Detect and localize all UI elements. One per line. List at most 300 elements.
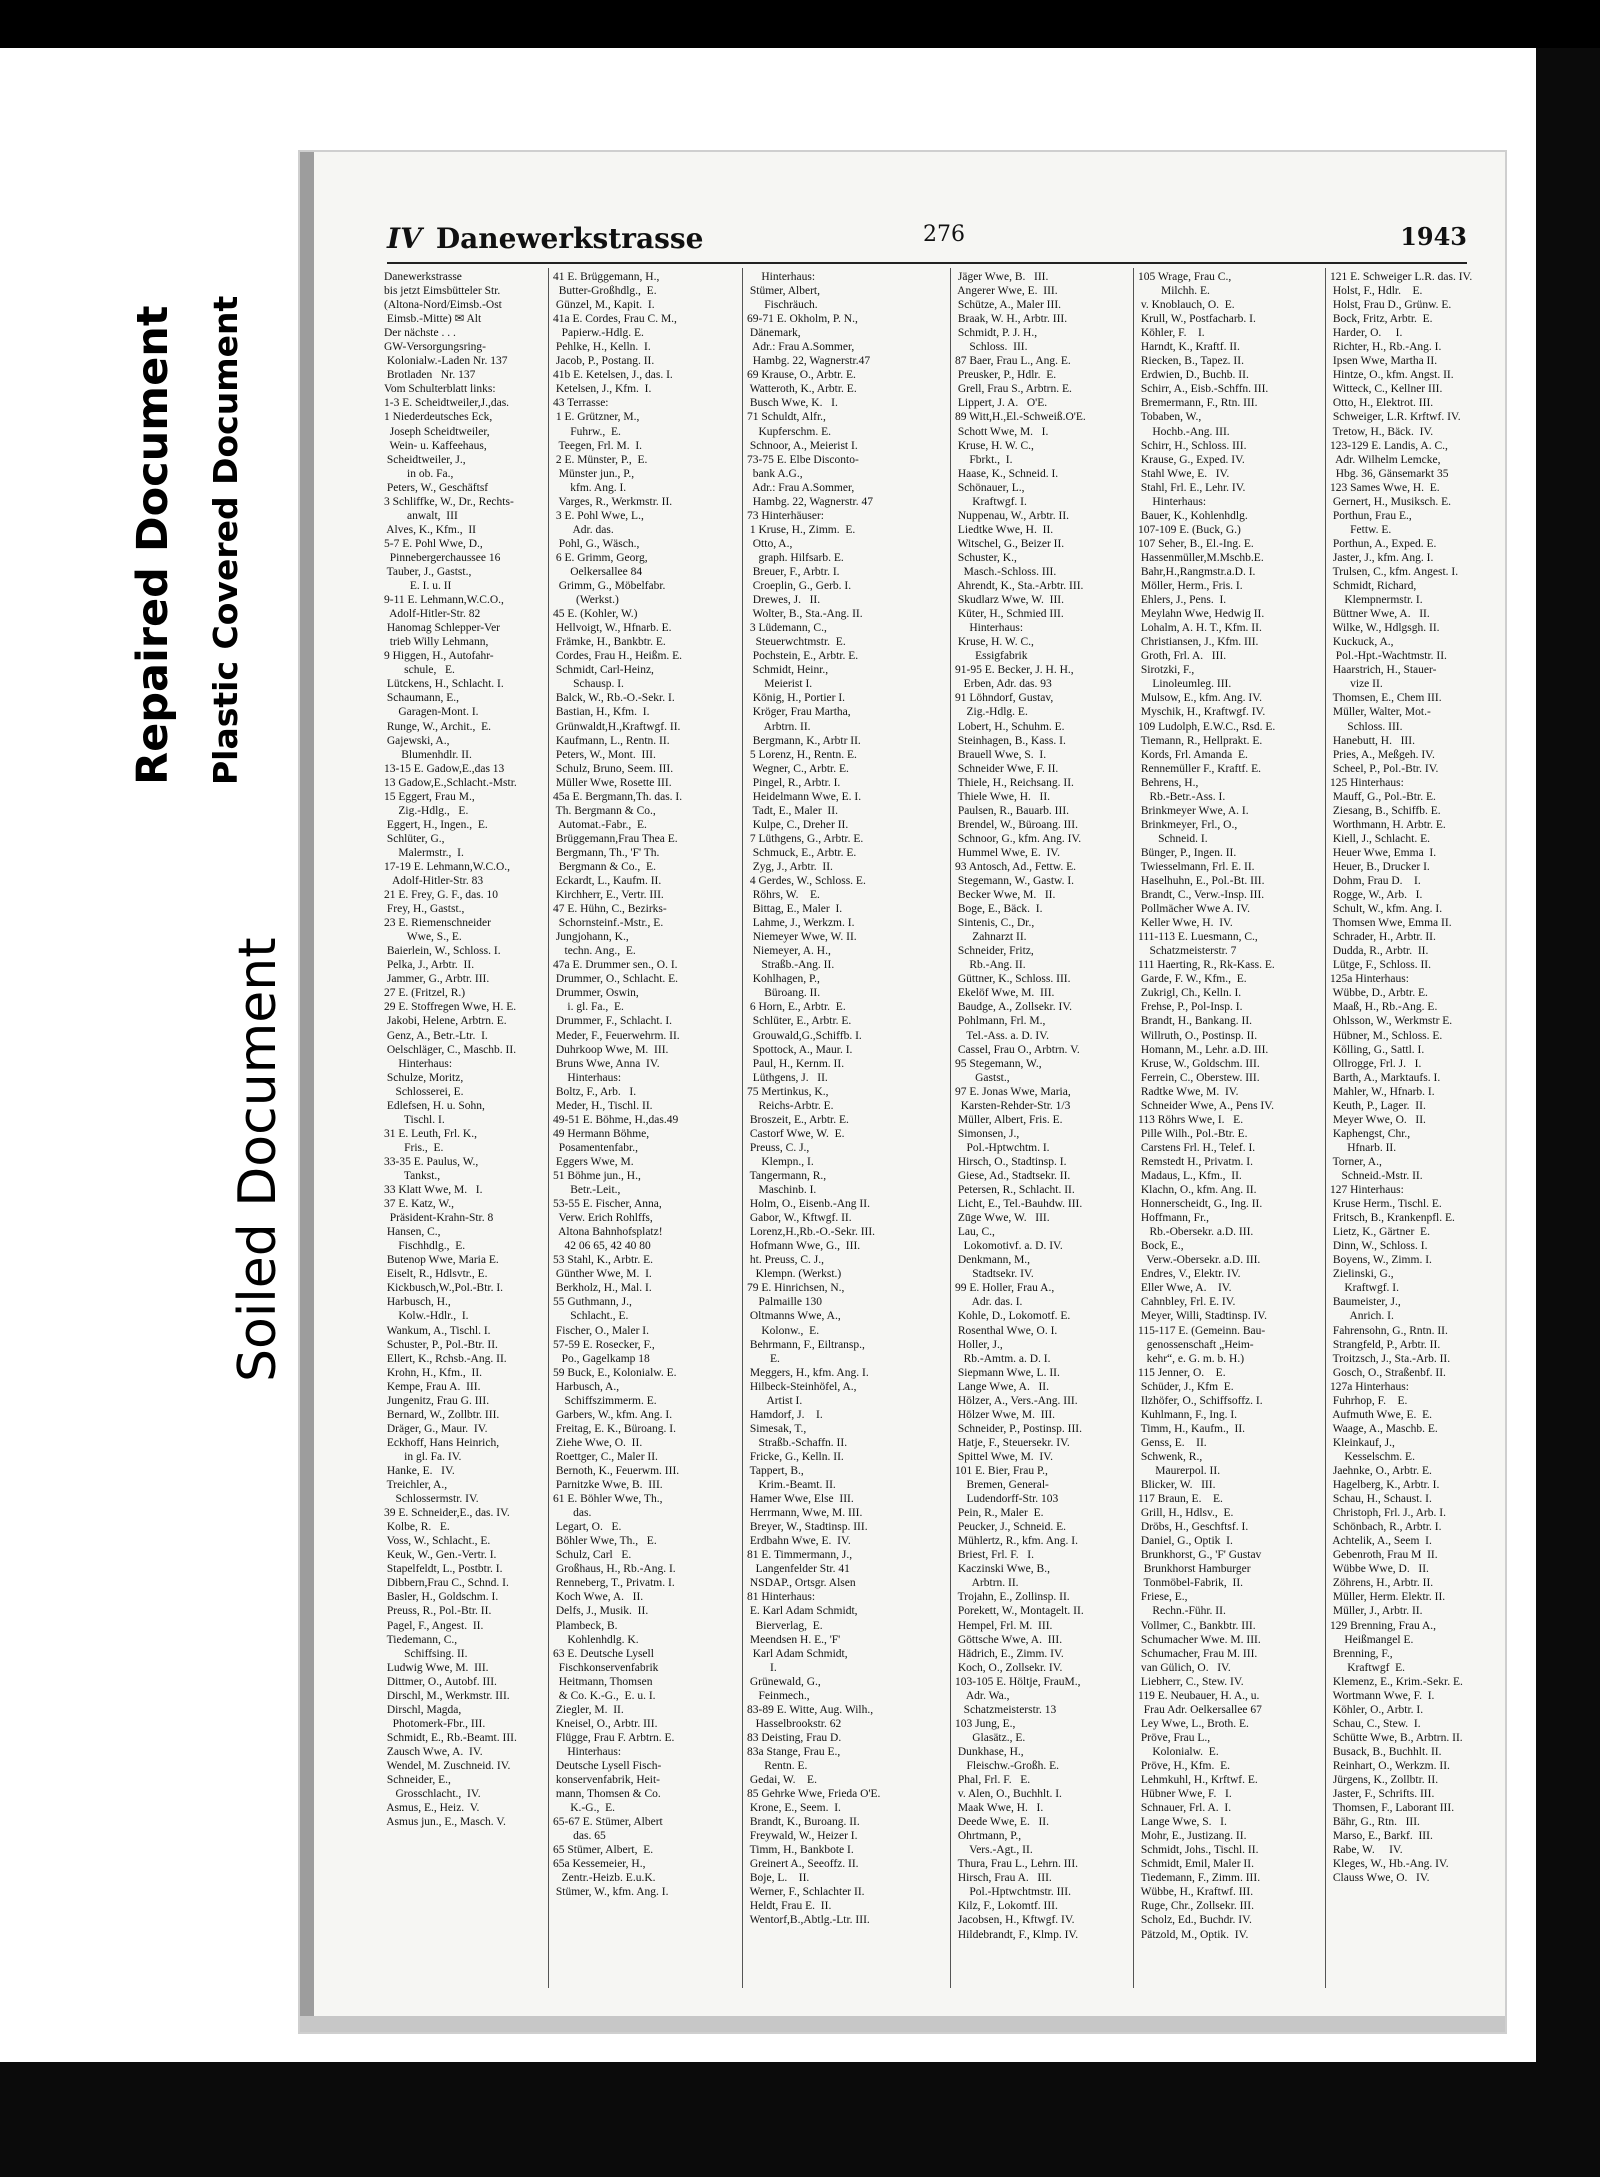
directory-entry-line: 7 Lüthgens, G., Arbtr. E. bbox=[747, 832, 864, 845]
directory-entry-line: Heißmangel E. bbox=[1330, 1633, 1414, 1646]
directory-entry-line: Holler, J., bbox=[955, 1338, 1003, 1351]
directory-entry-line: Müller Wwe, Rosette III. bbox=[553, 776, 672, 789]
directory-entry-line: Fettw. E. bbox=[1330, 523, 1392, 536]
directory-entry-line: Grell, Frau S., Arbtrn. E. bbox=[955, 383, 1072, 396]
directory-entry-line: Garde, F. W., Kfm., E. bbox=[1138, 973, 1247, 986]
directory-entry-line: 55 Guthmann, J., bbox=[553, 1296, 632, 1309]
directory-entry-line: 53-55 E. Fischer, Anna, bbox=[553, 1198, 662, 1211]
directory-entry-line: bank A.G., bbox=[747, 467, 803, 480]
directory-entry-line: Jakobi, Helene, Arbtrn. E. bbox=[384, 1015, 507, 1028]
directory-entry-line: Schrader, H., Arbtr. II. bbox=[1330, 931, 1436, 944]
directory-entry-line: Reichs-Arbtr. E. bbox=[747, 1099, 834, 1112]
directory-entry-line: 103 Jung, E., bbox=[955, 1717, 1016, 1730]
directory-entry-line: Jaehnke, O., Arbtr. E. bbox=[1330, 1464, 1432, 1477]
directory-entry-line: Schmidt, Carl-Heinz, bbox=[553, 664, 654, 677]
directory-entry-line: schule, E. bbox=[384, 664, 455, 677]
directory-entry-line: Klachn, O., kfm. Ang. II. bbox=[1138, 1184, 1257, 1197]
directory-entry-line: Ehlers, J., Pens. I. bbox=[1138, 594, 1227, 607]
directory-entry-line: Rentn. E. bbox=[747, 1759, 808, 1772]
directory-entry-line: Tischl. I. bbox=[384, 1113, 445, 1126]
directory-entry-line: Groth, Frl. A. III. bbox=[1138, 650, 1227, 663]
directory-entry-line: Hempel, Frl. M. III. bbox=[955, 1619, 1053, 1632]
directory-entry-line: ht. Preuss, C. J., bbox=[747, 1254, 824, 1267]
directory-entry-line: Thiele, H., Reichsang. II. bbox=[955, 776, 1074, 789]
directory-entry-line: Kiell, J., Schlacht. E. bbox=[1330, 832, 1430, 845]
directory-entry-line: Kraftwgf E. bbox=[1330, 1661, 1406, 1674]
directory-entry-line: Krim.-Beamt. II. bbox=[747, 1479, 836, 1492]
column-divider bbox=[1133, 268, 1134, 1988]
directory-entry-line: Schirr, A., Eisb.-Schffn. III. bbox=[1138, 383, 1269, 396]
directory-entry-line: Watteroth, K., Arbtr. E. bbox=[747, 383, 857, 396]
directory-entry-line: 127 Hinterhaus: bbox=[1330, 1184, 1404, 1197]
directory-entry-line: Wendel, M. Zuschneid. IV. bbox=[384, 1759, 511, 1772]
directory-entry-line: Witteck, C., Kellner III. bbox=[1330, 383, 1443, 396]
directory-entry-line: Genz, A., Betr.-Ltr. I. bbox=[384, 1029, 488, 1042]
directory-entry-line: Jürgens, K., Zollbtr. II. bbox=[1330, 1774, 1439, 1787]
directory-entry-line: Klemenz, E., Krim.-Sekr. E. bbox=[1330, 1675, 1463, 1688]
directory-entry-line: Drummer, F., Schlacht. I. bbox=[553, 1015, 673, 1028]
directory-entry-line: 6 E. Grimm, Georg, bbox=[553, 551, 648, 564]
directory-entry-line: Boje, L. II. bbox=[747, 1872, 810, 1885]
street-title: Danewerkstrasse bbox=[435, 222, 704, 255]
directory-entry-line: Arbtrn. II. bbox=[747, 720, 811, 733]
directory-entry-line: König, H., Portier I. bbox=[747, 692, 846, 705]
directory-entry-line: Marso, E., Barkf. III. bbox=[1330, 1830, 1433, 1843]
directory-entry-line: Wübbe, H., Kraftwf. III. bbox=[1138, 1886, 1254, 1899]
directory-entry-line: Dohm, Frau D. I. bbox=[1330, 875, 1421, 888]
directory-entry-line: 101 E. Bier, Frau P., bbox=[955, 1464, 1048, 1477]
directory-entry-line: 63 E. Deutsche Lysell bbox=[553, 1647, 654, 1660]
directory-entry-line: Wortmann Wwe, F. I. bbox=[1330, 1689, 1435, 1702]
directory-entry-line: Ludendorff-Str. 103 bbox=[955, 1493, 1059, 1506]
directory-entry-line: 6 Horn, E., Arbtr. E. bbox=[747, 1001, 846, 1014]
directory-entry-line: Stegemann, W., Gastw. I. bbox=[955, 875, 1075, 888]
directory-entry-line: Werner, F., Schlachter II. bbox=[747, 1886, 865, 1899]
directory-entry-line: Langenfelder Str. 41 bbox=[747, 1563, 850, 1576]
directory-entry-line: 91-95 E. Becker, J. H. H., bbox=[955, 664, 1074, 677]
directory-entry-line: 51 Böhme jun., H., bbox=[553, 1170, 641, 1182]
directory-entry-line: Zukrigl, Ch., Kelln. I. bbox=[1138, 987, 1242, 1000]
directory-entry-line: Holst, Frau D., Grünw. E. bbox=[1330, 299, 1452, 312]
directory-entry-line: Koch, O., Zollsekr. IV. bbox=[955, 1661, 1063, 1674]
directory-entry-line: 17-19 E. Lehmann,W.C.O., bbox=[384, 860, 511, 873]
directory-entry-line: Lohalm, A. H. T., Kfm. II. bbox=[1138, 622, 1262, 635]
directory-entry-line: Meggers, H., kfm. Ang. I. bbox=[747, 1366, 869, 1379]
directory-entry-line: Waage, A., Maschb. E. bbox=[1330, 1422, 1438, 1435]
directory-entry-line: Brendel, W., Büroang. III. bbox=[955, 818, 1078, 831]
directory-entry-line: Brenning, F., bbox=[1330, 1647, 1393, 1660]
directory-entry-line: 43 Terrasse: bbox=[553, 397, 609, 410]
directory-entry-line: Tiedemann, F., Zimm. III. bbox=[1138, 1872, 1261, 1885]
directory-entry-line: 119 E. Neubauer, H. A., u. bbox=[1138, 1689, 1260, 1702]
directory-entry-line: Schatzmeisterstr. 13 bbox=[955, 1703, 1057, 1716]
directory-entry-line: Pol.-Hptwchtm. I. bbox=[955, 1141, 1050, 1154]
directory-entry-line: Wentorf,B.,Abtlg.-Ltr. III. bbox=[747, 1914, 870, 1927]
directory-entry-line: Briest, Frl. F. I. bbox=[955, 1549, 1034, 1562]
directory-entry-line: Hinterhaus: bbox=[955, 622, 1024, 635]
stamp-repaired-document: Repaired Document bbox=[128, 305, 178, 785]
directory-entry-line: Büttner Wwe, A. II. bbox=[1330, 608, 1430, 621]
directory-entry-line: Schau, C., Stew. I. bbox=[1330, 1717, 1421, 1730]
directory-entry-line: Klempn., I. bbox=[747, 1155, 814, 1168]
directory-entry-line: 45a E. Bergmann,Th. das. I. bbox=[553, 790, 683, 803]
directory-column-6 bbox=[1330, 270, 1505, 1885]
directory-entry-line: 41a E. Cordes, Frau C. M., bbox=[553, 313, 677, 326]
directory-entry-line: Tel.-Ass. a. D. IV. bbox=[955, 1029, 1049, 1042]
directory-entry-line: Ley Wwe, L., Broth. E. bbox=[1138, 1717, 1249, 1730]
directory-entry-line: Malermstr., I. bbox=[384, 846, 464, 859]
directory-entry-line: Hanebutt, H. III. bbox=[1330, 734, 1415, 747]
directory-entry-line: Porthun, Frau E., bbox=[1330, 509, 1412, 522]
directory-entry-line: Kolonw., E. bbox=[747, 1324, 820, 1337]
directory-entry-line: Tankst., bbox=[384, 1170, 441, 1182]
directory-entry-line: 3 E. Pohl Wwe, L., bbox=[553, 509, 644, 522]
directory-entry-line: Lütge, F., Schloss. II. bbox=[1330, 959, 1431, 972]
directory-entry-line: Schlacht., E. bbox=[553, 1310, 629, 1323]
directory-entry-line: Thomsen, F., Laborant III. bbox=[1330, 1802, 1455, 1815]
directory-entry-line: Hinterhaus: bbox=[1138, 495, 1207, 508]
directory-entry-line: Heitmann, Thomsen bbox=[553, 1675, 653, 1688]
directory-entry-line: 71 Schuldt, Alfr., bbox=[747, 411, 826, 424]
directory-entry-line: Danewerkstrasse bbox=[384, 271, 462, 283]
directory-entry-line: Wolter, B., Sta.-Ang. II. bbox=[747, 608, 863, 621]
column-divider bbox=[1325, 268, 1326, 1988]
directory-entry-line: Behrmann, F., Eiltransp., bbox=[747, 1338, 865, 1351]
directory-entry-line: Spottock, A., Maur. I. bbox=[747, 1043, 853, 1056]
directory-entry-line: Barth, A., Marktaufs. I. bbox=[1330, 1071, 1441, 1084]
directory-entry-line: Brandt, C., Verw.-Insp. III. bbox=[1138, 889, 1265, 902]
directory-entry-line: Trulsen, C., kfm. Angest. I. bbox=[1330, 565, 1459, 578]
page-header bbox=[387, 222, 1467, 262]
directory-entry-line: Müller, Albert, Fris. E. bbox=[955, 1113, 1063, 1126]
directory-entry-line: 1 E. Grützner, M., bbox=[553, 411, 640, 424]
directory-entry-line: Spittel Wwe, M. IV. bbox=[955, 1450, 1053, 1463]
directory-entry-line: Ipsen Wwe, Martha II. bbox=[1330, 355, 1438, 368]
directory-entry-line: Ferrein, C., Oberstew. III. bbox=[1138, 1071, 1260, 1084]
directory-entry-line: Hbg. 36, Gänsemarkt 35 bbox=[1330, 467, 1449, 480]
directory-entry-line: 115-117 E. (Gemeinn. Bau- bbox=[1138, 1324, 1266, 1337]
directory-entry-line: Cassel, Frau O., Arbtrn. V. bbox=[955, 1043, 1080, 1056]
directory-entry-line: Brunkhorst, G., 'F' Gustav bbox=[1138, 1549, 1262, 1562]
directory-entry-line: Schumacher, Frau M. III. bbox=[1138, 1647, 1258, 1660]
directory-entry-line: Präsident-Krahn-Str. 8 bbox=[384, 1212, 494, 1225]
directory-entry-line: 111 Haerting, R., Rk-Kass. E. bbox=[1138, 959, 1275, 972]
directory-entry-line: Genss, E. II. bbox=[1138, 1436, 1207, 1449]
directory-entry-line: 61 E. Böhler Wwe, Th., bbox=[553, 1493, 663, 1506]
directory-entry-line: Kleges, W., Hb.-Ang. IV. bbox=[1330, 1858, 1449, 1871]
directory-entry-line: Wilke, W., Hdlgsgh. II. bbox=[1330, 622, 1440, 635]
directory-entry-line: Voss, W., Schlacht., E. bbox=[384, 1535, 491, 1548]
directory-entry-line: Pille Wilh., Pol.-Btr. E. bbox=[1138, 1127, 1248, 1140]
directory-entry-line: Richter, H., Rb.-Ang. I. bbox=[1330, 341, 1442, 354]
directory-entry-line: Peucker, J., Schneid. E. bbox=[955, 1521, 1067, 1534]
directory-entry-line: Eggers Wwe, M. bbox=[553, 1155, 634, 1168]
directory-entry-line: Haarstrich, H., Stauer- bbox=[1330, 664, 1437, 677]
directory-entry-line: Zig.-Hdlg., E. bbox=[384, 804, 469, 817]
directory-entry-line: Bock, E., bbox=[1138, 1240, 1184, 1253]
directory-entry-line: Hofmann Wwe, G., III. bbox=[747, 1240, 861, 1253]
directory-entry-line: 83-89 E. Witte, Aug. Wilh., bbox=[747, 1703, 874, 1716]
directory-entry-line: i. gl. Fa., E. bbox=[553, 1001, 624, 1014]
directory-entry-line: Böhler Wwe, Th., E. bbox=[553, 1535, 657, 1548]
directory-entry-line: Betr.-Leit., bbox=[553, 1184, 621, 1197]
directory-entry-line: Harbusch, A., bbox=[553, 1380, 620, 1393]
directory-entry-line: Palmaille 130 bbox=[747, 1296, 823, 1309]
directory-entry-line: Schmidt, Richard, bbox=[1330, 580, 1417, 593]
directory-entry-line: Twiesselmann, Frl. E. II. bbox=[1138, 860, 1255, 873]
directory-entry-line: Hintze, O., kfm. Angst. II. bbox=[1330, 369, 1454, 382]
directory-entry-line: Jammer, G., Arbtr. III. bbox=[384, 973, 490, 986]
directory-entry-line: Tiemann, R., Hellprakt. E. bbox=[1138, 734, 1263, 747]
directory-entry-line: Peters, W., Mont. III. bbox=[553, 748, 656, 761]
directory-entry-line: Frau Adr. Oelkersallee 67 bbox=[1138, 1703, 1262, 1716]
directory-entry-line: Bauer, K., Kohlenhdlg. bbox=[1138, 509, 1248, 522]
directory-entry-line: Kaphengst, Chr., bbox=[1330, 1127, 1411, 1140]
directory-entry-line: Parnitzke Wwe, B. III. bbox=[553, 1479, 663, 1492]
directory-entry-line: 107 Seher, B., El.-Ing. E. bbox=[1138, 537, 1254, 550]
directory-entry-line: Rosenthal Wwe, O. I. bbox=[955, 1324, 1058, 1337]
directory-entry-line: 99 E. Holler, Frau A., bbox=[955, 1282, 1055, 1295]
directory-entry-line: Thura, Frau L., Lehrn. III. bbox=[955, 1858, 1079, 1871]
directory-entry-line: Pollmächer Wwe A. IV. bbox=[1138, 903, 1251, 916]
directory-entry-line: 57-59 E. Rosecker, F., bbox=[553, 1338, 655, 1351]
directory-entry-line: Lange Wwe, A. II. bbox=[955, 1380, 1049, 1393]
directory-entry-line: 13-15 E. Gadow,E.,das 13 bbox=[384, 762, 505, 775]
directory-entry-line: Schott Wwe, M. I. bbox=[955, 425, 1049, 438]
directory-entry-line: Hassenmüller,M.Mschb.E. bbox=[1138, 551, 1264, 564]
directory-entry-line: 129 Brenning, Frau A., bbox=[1330, 1619, 1437, 1632]
directory-entry-line: Kölling, G., Sattl. I. bbox=[1330, 1043, 1425, 1056]
directory-entry-line: Christoph, Frl. J., Arb. I. bbox=[1330, 1507, 1446, 1520]
directory-column-4 bbox=[955, 270, 1135, 1942]
directory-entry-line: Schneider, E., bbox=[384, 1774, 451, 1787]
directory-entry-line: 31 E. Leuth, Frl. K., bbox=[384, 1127, 477, 1140]
directory-entry-line: 123 Sames Wwe, H. E. bbox=[1330, 481, 1440, 494]
directory-entry-line: Worthmann, H. Arbtr. E. bbox=[1330, 818, 1446, 831]
directory-entry-line: Blicker, W. III. bbox=[1138, 1479, 1216, 1492]
directory-entry-line: Denkmann, M., bbox=[955, 1254, 1031, 1267]
directory-entry-line: 83 Deisting, Frau D. bbox=[747, 1731, 842, 1744]
directory-entry-line: Fischräuch. bbox=[747, 299, 818, 312]
directory-entry-line: Photomerk-Fbr., III. bbox=[384, 1717, 486, 1730]
directory-entry-line: Radtke Wwe, M. IV. bbox=[1138, 1085, 1239, 1098]
directory-entry-line: Grouwald,G.,Schiffb. I. bbox=[747, 1029, 862, 1042]
directory-entry-line: Schnoor, A., Meierist I. bbox=[747, 439, 858, 452]
directory-entry-line: Kruse, H. W. C., bbox=[955, 636, 1034, 649]
directory-entry-line: 27 E. (Fritzel, R.) bbox=[384, 987, 466, 1000]
directory-entry-line: Gajewski, A., bbox=[384, 734, 450, 747]
directory-entry-line: Jaster, F., Schrifts. III. bbox=[1330, 1788, 1435, 1801]
directory-entry-line: Pröve, Frau L., bbox=[1138, 1731, 1211, 1744]
directory-entry-line: Fischkonservenfabrik bbox=[553, 1661, 659, 1674]
directory-entry-line: 13 Gadow,E.,Schlacht.-Mstr. bbox=[384, 776, 517, 789]
directory-entry-line: Greinert A., Seeoffz. II. bbox=[747, 1858, 859, 1871]
directory-entry-line: Lütckens, H., Schlacht. I. bbox=[384, 678, 504, 691]
directory-entry-line: 42 06 65, 42 40 80 bbox=[553, 1240, 651, 1253]
directory-entry-line: Tobaben, W., bbox=[1138, 411, 1202, 424]
directory-entry-line: Bremen, General- bbox=[955, 1479, 1049, 1492]
directory-entry-line: Adr. Wa., bbox=[955, 1689, 1010, 1702]
directory-entry-line: E. bbox=[747, 1352, 780, 1365]
directory-entry-line: Erdwien, D., Buchb. II. bbox=[1138, 369, 1249, 382]
directory-entry-line: Röhrs, W. E. bbox=[747, 889, 820, 902]
directory-entry-line: das. 65 bbox=[553, 1830, 606, 1843]
directory-entry-line: Stümer, Albert, bbox=[747, 285, 821, 298]
directory-entry-line: Rb.-Ang. II. bbox=[955, 959, 1026, 972]
directory-entry-line: Adr. das. bbox=[553, 523, 614, 536]
directory-entry-line: Grosschlacht., IV. bbox=[384, 1788, 481, 1801]
directory-entry-line: 37 E. Katz, W., bbox=[384, 1198, 454, 1211]
directory-entry-line: Eckhoff, Hans Heinrich, bbox=[384, 1436, 500, 1449]
directory-entry-line: Kirchherr, E., Vertr. III. bbox=[553, 889, 664, 902]
directory-entry-line: Otto, A., bbox=[747, 537, 793, 550]
directory-entry-line: Meyer, Willi, Stadtinsp. IV. bbox=[1138, 1310, 1267, 1323]
directory-entry-line: Günther Wwe, M. I. bbox=[553, 1268, 652, 1281]
directory-column-2 bbox=[553, 270, 743, 1899]
directory-entry-line: Straßb.-Schaffn. II. bbox=[747, 1436, 848, 1449]
directory-entry-line: Brinkmeyer Wwe, A. I. bbox=[1138, 804, 1249, 817]
directory-entry-line: Dröbs, H., Geschftsf. I. bbox=[1138, 1521, 1249, 1534]
directory-entry-line: Schatzmeisterstr. 7 bbox=[1138, 945, 1237, 958]
directory-entry-line: 1-3 E. Scheidtweiler,J.,das. bbox=[384, 397, 510, 410]
directory-entry-line: Ziegler, M. II. bbox=[553, 1703, 624, 1716]
directory-entry-line: Rb.-Amtm. a. D. I. bbox=[955, 1352, 1051, 1365]
directory-entry-line: Liebherr, C., Stew. IV. bbox=[1138, 1675, 1244, 1688]
directory-entry-line: Boltz, F., Arb. I. bbox=[553, 1085, 637, 1098]
directory-entry-line: Baudge, A., Zollsekr. IV. bbox=[955, 1001, 1073, 1014]
directory-entry-line: Schneider, Fritz, bbox=[955, 945, 1034, 958]
scan-bottom-border bbox=[0, 2062, 1600, 2177]
directory-entry-line: Clauss Wwe, O. IV. bbox=[1330, 1872, 1430, 1885]
directory-entry-line: Heldt, Frau E. II. bbox=[747, 1900, 832, 1913]
directory-entry-line: Schütze, A., Maler III. bbox=[955, 299, 1062, 312]
directory-entry-line: 109 Ludolph, E.W.C., Rsd. E. bbox=[1138, 720, 1276, 733]
directory-entry-line: Kaczinski Wwe, B., bbox=[955, 1563, 1050, 1576]
directory-entry-line: Grünwaldt,H.,Kraftwgf. II. bbox=[553, 720, 681, 733]
directory-entry-line: Schneid.-Mstr. II. bbox=[1330, 1170, 1423, 1182]
directory-entry-line: Christiansen, J., Kfm. III. bbox=[1138, 636, 1259, 649]
directory-entry-line: Hambg. 22, Wagnerstr.47 bbox=[747, 355, 871, 368]
directory-entry-line: Karl Adam Schmidt, bbox=[747, 1647, 848, 1660]
directory-entry-line: Schnoor, G., kfm. Ang. IV. bbox=[955, 832, 1082, 845]
directory-entry-line: Jäger Wwe, B. III. bbox=[955, 271, 1049, 283]
directory-entry-line: Keller Wwe, H. IV. bbox=[1138, 917, 1233, 930]
directory-entry-line: Rb.-Obersekr. a.D. III. bbox=[1138, 1226, 1254, 1239]
directory-entry-line: Alves, K., Kfm., II bbox=[384, 523, 476, 536]
directory-entry-line: Garagen-Mont. I. bbox=[384, 706, 479, 719]
directory-entry-line: Pagel, F., Angest. II. bbox=[384, 1619, 484, 1632]
directory-entry-line: Adolf-Hitler-Str. 82 bbox=[384, 608, 481, 621]
directory-column-1 bbox=[384, 270, 549, 1829]
directory-entry-line: Scholz, Ed., Buchdr. IV. bbox=[1138, 1914, 1252, 1927]
directory-entry-line: Kruse, W., Goldschm. III. bbox=[1138, 1057, 1260, 1070]
directory-entry-line: Zielinski, G., bbox=[1330, 1268, 1394, 1281]
directory-entry-line: Schweiger, L.R. Krftwf. IV. bbox=[1330, 411, 1461, 424]
directory-entry-line: Scheidtweiler, J., bbox=[384, 453, 466, 466]
directory-entry-line: Willruth, O., Postinsp. II. bbox=[1138, 1029, 1258, 1042]
directory-entry-line: 1 Kruse, H., Zimm. E. bbox=[747, 523, 856, 536]
directory-entry-line: Eiselt, R., Hdlsvtr., E. bbox=[384, 1268, 488, 1281]
directory-entry-line: Grünewald, G., bbox=[747, 1675, 821, 1688]
directory-entry-line: Broszeit, E., Arbtr. E. bbox=[747, 1113, 849, 1126]
directory-entry-line: 107-109 E. (Buck, G.) bbox=[1138, 523, 1241, 536]
directory-entry-line: Freywald, W., Heizer I. bbox=[747, 1830, 858, 1843]
directory-entry-line: Cahnbley, Frl. E. IV. bbox=[1138, 1296, 1236, 1309]
directory-entry-line: Carstens Frl. H., Telef. I. bbox=[1138, 1141, 1256, 1154]
directory-entry-line: 125a Hinterhaus: bbox=[1330, 973, 1409, 986]
directory-entry-line: Witschel, G., Beizer II. bbox=[955, 537, 1065, 550]
directory-entry-line: in ob. Fa., bbox=[384, 467, 454, 480]
directory-entry-line: Schneider Wwe, A., Pens IV. bbox=[1138, 1099, 1274, 1112]
directory-entry-line: Bierverlag, E. bbox=[747, 1619, 823, 1632]
directory-entry-line: Thiele Wwe, H. II. bbox=[955, 790, 1051, 803]
directory-entry-line: Kuhlmann, F., Ing. I. bbox=[1138, 1408, 1238, 1421]
directory-entry-line: 41b E. Ketelsen, J., das. I. bbox=[553, 369, 673, 382]
directory-entry-line: Maurerpol. II. bbox=[1138, 1464, 1221, 1477]
directory-entry-line: 49 Hermann Böhme, bbox=[553, 1127, 650, 1140]
directory-entry-line: Heuer, B., Drucker I. bbox=[1330, 860, 1430, 873]
directory-entry-line: Tiedemann, C., bbox=[384, 1633, 458, 1646]
directory-entry-line: Hädrich, E., Zimm. IV. bbox=[955, 1647, 1064, 1660]
directory-entry-line: E. I. u. II bbox=[384, 580, 452, 593]
directory-entry-line: Klempnermstr. I. bbox=[1330, 594, 1423, 607]
directory-entry-line: 3 Lüdemann, C., bbox=[747, 622, 827, 635]
directory-entry-line: Lobert, H., Schuhm. E. bbox=[955, 720, 1065, 733]
directory-entry-line: Bernoth, K., Feuerwm. III. bbox=[553, 1464, 680, 1477]
directory-entry-line: Phal, Frl. F. E. bbox=[955, 1774, 1031, 1787]
directory-entry-line: 103-105 E. Höltje, FrauM., bbox=[955, 1675, 1081, 1688]
directory-entry-line: 95 Stegemann, W., bbox=[955, 1057, 1042, 1070]
directory-entry-line: Oltmanns Wwe, A., bbox=[747, 1310, 841, 1323]
directory-entry-line: Rb.-Betr.-Ass. I. bbox=[1138, 790, 1226, 803]
directory-entry-line: Ellert, K., Rchsb.-Ang. II. bbox=[384, 1352, 507, 1365]
directory-entry-line: Adr. Wilhelm Lemcke, bbox=[1330, 453, 1441, 466]
directory-entry-line: Pol.-Hpt.-Wachtmstr. II. bbox=[1330, 650, 1447, 663]
directory-entry-line: Främke, H., Bankbtr. E. bbox=[553, 636, 666, 649]
directory-entry-line: Baumeister, J., bbox=[1330, 1296, 1401, 1309]
directory-entry-line: Lau, C., bbox=[955, 1226, 995, 1239]
directory-entry-line: Hatje, F., Steuersekr. IV. bbox=[955, 1436, 1070, 1449]
directory-entry-line: Schausp. I. bbox=[553, 678, 624, 691]
directory-entry-line: Flügge, Frau F. Arbtrn. E. bbox=[553, 1731, 675, 1744]
directory-entry-line: Niemeyer, A. H., bbox=[747, 945, 831, 958]
directory-entry-line: 33-35 E. Paulus, W., bbox=[384, 1155, 479, 1168]
directory-entry-line: Rennemüller F., Kraftf. E. bbox=[1138, 762, 1261, 775]
directory-entry-line: Wübbe Wwe, D. II. bbox=[1330, 1563, 1429, 1576]
directory-entry-line: Wübbe, D., Arbtr. E. bbox=[1330, 987, 1428, 1000]
directory-entry-line: Ollrogge, Frl. J. I. bbox=[1330, 1057, 1422, 1070]
directory-entry-line: Rabe, W. IV. bbox=[1330, 1844, 1403, 1857]
directory-entry-line: Schneider, P., Postinsp. III. bbox=[955, 1422, 1082, 1435]
directory-entry-line: vize II. bbox=[1330, 678, 1383, 691]
directory-entry-line: & Co. K.-G., E. u. I. bbox=[553, 1689, 656, 1702]
directory-entry-line: Dänemark, bbox=[747, 327, 801, 340]
directory-entry-line: Hölzer Wwe, M. III. bbox=[955, 1408, 1056, 1421]
directory-entry-line: 45 E. (Kohler, W.) bbox=[553, 608, 638, 621]
directory-entry-line: Ziesang, B., Schiffb. E. bbox=[1330, 804, 1441, 817]
directory-entry-line: Wankum, A., Tischl. I. bbox=[384, 1324, 491, 1337]
directory-entry-line: Torner, A., bbox=[1330, 1155, 1382, 1168]
directory-entry-line: Hansen, C., bbox=[384, 1226, 441, 1239]
directory-entry-line: 33 Klatt Wwe, M. I. bbox=[384, 1184, 483, 1197]
directory-entry-line: Friese, E., bbox=[1138, 1591, 1188, 1604]
directory-entry-line: Lippert, J. A. O'E. bbox=[955, 397, 1048, 410]
directory-entry-line: bis jetzt Eimsbütteler Str. bbox=[384, 285, 501, 298]
directory-entry-line: Pröve, H., Kfm. E. bbox=[1138, 1759, 1230, 1772]
directory-entry-line: Niemeyer Wwe, W. II. bbox=[747, 931, 857, 944]
directory-entry-line: 115 Jenner, O. E. bbox=[1138, 1366, 1226, 1379]
directory-entry-line: Schiffsing. II. bbox=[384, 1647, 468, 1660]
